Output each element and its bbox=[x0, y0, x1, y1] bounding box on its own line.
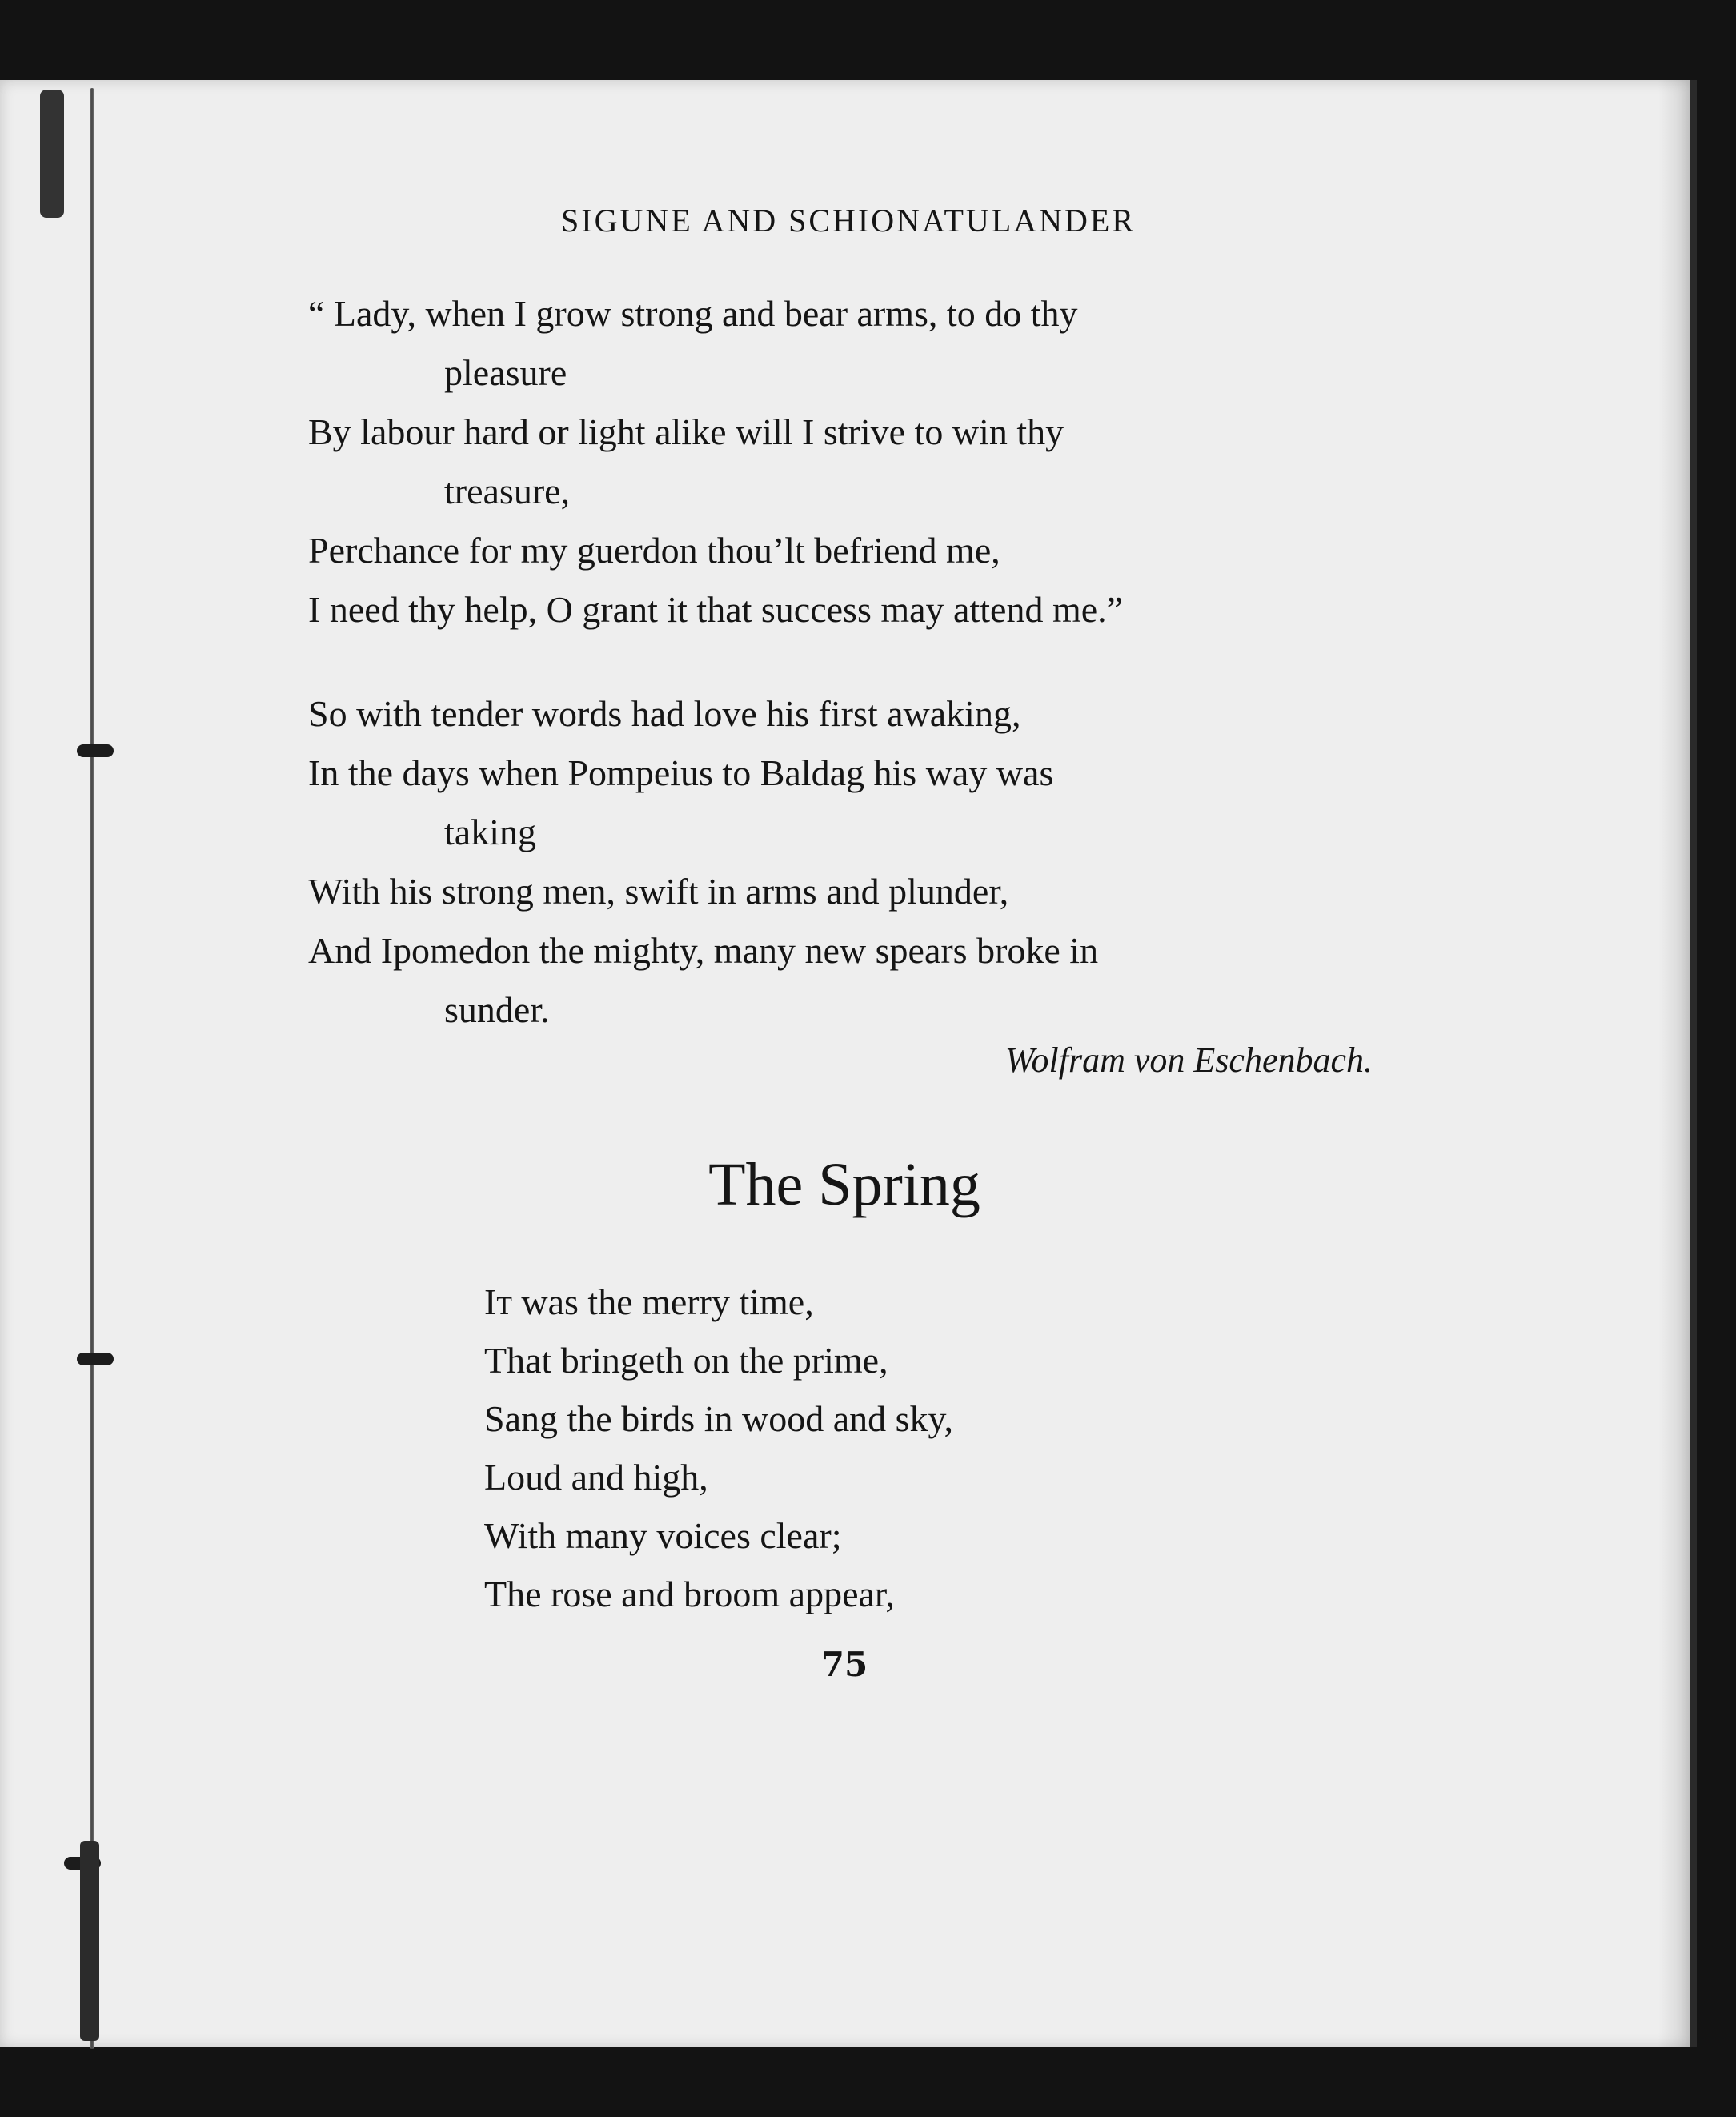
verse-line: Loud and high, bbox=[484, 1457, 708, 1498]
first-line-rest: was the merry time, bbox=[511, 1281, 814, 1322]
verse-line-continuation: treasure, bbox=[444, 471, 571, 511]
spring-stanza bbox=[484, 1273, 1205, 1623]
verse-line-continuation: taking bbox=[444, 812, 536, 852]
verse-line: “ Lady, when I grow strong and bear arms, to do thy bbox=[308, 293, 1078, 334]
stanza-1 bbox=[308, 284, 1381, 640]
verse-line: That bringeth on the prime, bbox=[484, 1340, 888, 1381]
stanza-2 bbox=[308, 684, 1381, 1040]
binding-thread-top bbox=[40, 90, 64, 218]
verse-line: Sang the birds in wood and sky, bbox=[484, 1398, 954, 1439]
initial-word-small-caps: It bbox=[484, 1281, 512, 1322]
running-head: SIGUNE AND SCHIONATULANDER bbox=[561, 202, 1136, 239]
book-binding bbox=[80, 88, 104, 2049]
page-number: 75 bbox=[820, 1645, 868, 1684]
verse-line: The rose and broom appear, bbox=[484, 1574, 895, 1614]
verse-line: With his strong men, swift in arms and plunder, bbox=[308, 871, 1009, 912]
page-edge-shadow bbox=[1658, 80, 1690, 2047]
binding-stitch bbox=[77, 744, 114, 757]
binding-stitch bbox=[77, 1353, 114, 1365]
verse-line-first bbox=[484, 1273, 1205, 1331]
verse-line: So with tender words had love his first awaking, bbox=[308, 693, 1021, 734]
verse-line-continuation: sunder. bbox=[444, 989, 550, 1030]
author-attribution: Wolfram von Eschenbach. bbox=[1004, 1040, 1373, 1080]
verse-line: By labour hard or light alike will I strive to win thy bbox=[308, 411, 1064, 452]
verse-line: In the days when Pompeius to Baldag his way was bbox=[308, 752, 1054, 793]
verse-line: I need thy help, O grant it that success may attend me.” bbox=[308, 589, 1124, 630]
poem-title: The Spring bbox=[708, 1151, 980, 1218]
binding-spine-line bbox=[90, 88, 94, 2049]
verse-line: With many voices clear; bbox=[484, 1515, 842, 1556]
verse-line: And Ipomedon the mighty, many new spears broke in bbox=[308, 930, 1099, 971]
verse-line: Perchance for my guerdon thou’lt befriend me, bbox=[308, 530, 1000, 571]
binding-thread-bottom bbox=[80, 1841, 99, 2041]
verse-line-continuation: pleasure bbox=[444, 352, 567, 393]
